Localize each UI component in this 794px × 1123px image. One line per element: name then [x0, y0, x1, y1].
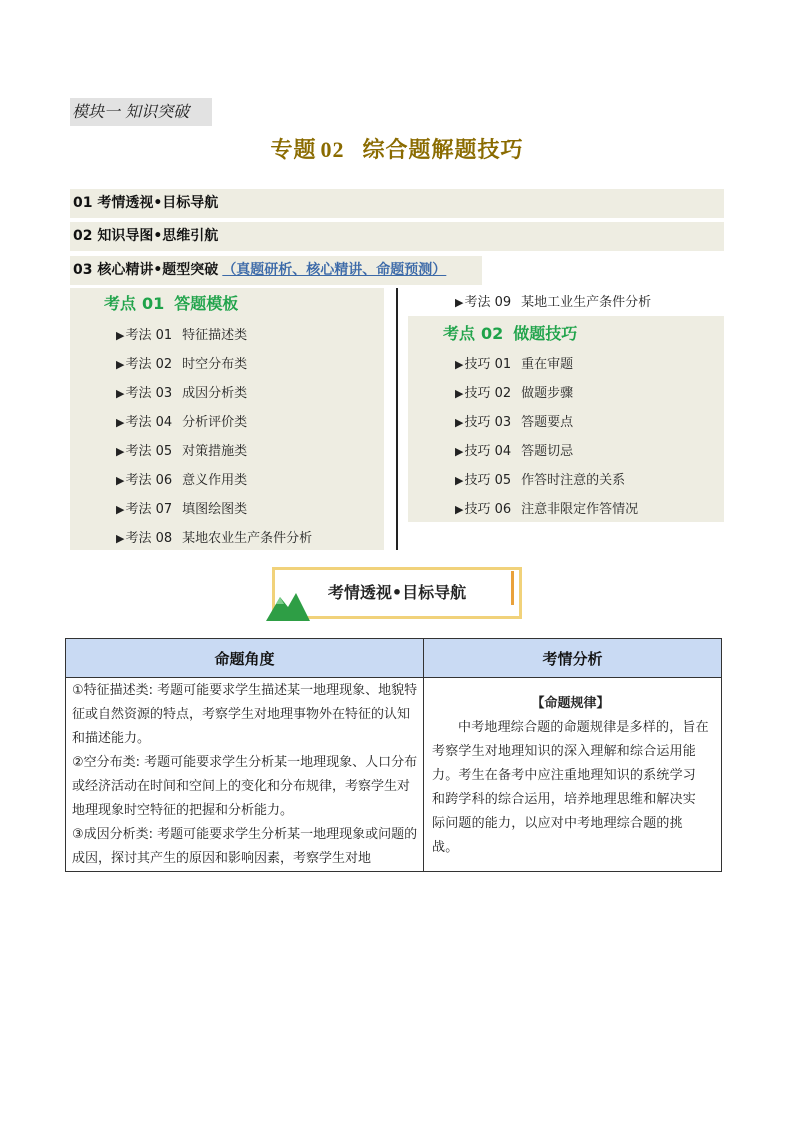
rule-title: 【命题规律】 [531, 696, 610, 711]
toc-label: 03 核心精讲•题型突破 [73, 262, 219, 278]
jiqiao-01[interactable] [455, 353, 573, 372]
angle-paragraph-2: ②空分布类: 考题可能要求学生分析某一地理现象、人口分布或经济活动在时间和空间上的变化和分布规律，考察学生对地理现象时空特征的把握和分析能力。 [72, 755, 418, 818]
item-text: 某地工业生产条件分析 [521, 295, 652, 310]
item-label: 考法 03 [125, 386, 173, 401]
arrow-right-icon: ▶ [455, 387, 464, 400]
arrow-right-icon: ▶ [455, 503, 464, 516]
header-analysis: 考情分析 [424, 639, 722, 678]
kaodian-01[interactable] [104, 291, 238, 314]
module-tag: 模块一 知识突破 [70, 98, 212, 126]
item-text: 某地农业生产条件分析 [182, 531, 313, 546]
kaofa-04[interactable] [116, 411, 247, 430]
item-label: 考法 04 [125, 415, 173, 430]
arrow-right-icon: ▶ [116, 416, 125, 429]
title-prefix: 专题 [270, 137, 317, 163]
item-text: 对策措施类 [182, 444, 248, 459]
arrow-right-icon: ▶ [455, 358, 464, 371]
jiqiao-03[interactable] [455, 411, 573, 430]
item-text: 成因分析类 [182, 386, 248, 401]
toc-item-2[interactable] [70, 222, 724, 251]
column-divider [396, 288, 398, 550]
kaofa-05[interactable] [116, 440, 247, 459]
angle-cell [66, 678, 424, 872]
item-label: 技巧 05 [464, 473, 512, 488]
kaofa-01[interactable] [116, 324, 247, 343]
item-label: 技巧 03 [464, 415, 512, 430]
banner-title: 考情透视•目标导航 [327, 583, 467, 602]
item-label: 考法 08 [125, 531, 173, 546]
item-text: 特征描述类 [182, 328, 248, 343]
kaodian-name: 答题模板 [174, 294, 239, 313]
jiqiao-06[interactable] [455, 498, 638, 517]
table-row [66, 678, 722, 872]
jiqiao-05[interactable] [455, 469, 625, 488]
angle-paragraph-1: ①特征描述类: 考题可能要求学生描述某一地理现象、地貌特征或自然资源的特点，考察学生对地理事物外在特征的认知和描述能力。 [72, 683, 418, 746]
kaofa-09[interactable] [455, 291, 651, 310]
kaodian-prefix: 考点 [104, 294, 137, 313]
kaodian-name: 做题技巧 [513, 324, 578, 343]
section-banner [272, 567, 522, 619]
item-label: 考法 09 [464, 295, 512, 310]
item-label: 考法 06 [125, 473, 173, 488]
page-title [0, 133, 794, 164]
arrow-right-icon: ▶ [455, 416, 464, 429]
arrow-right-icon: ▶ [116, 358, 125, 371]
item-label: 考法 07 [125, 502, 173, 517]
item-label: 考法 01 [125, 328, 173, 343]
kaodian-number: 02 [481, 324, 504, 343]
item-text: 答题切忌 [521, 444, 574, 459]
arrow-right-icon: ▶ [116, 532, 125, 545]
header-angle: 命题角度 [66, 639, 424, 678]
title-text: 综合题解题技巧 [362, 137, 524, 163]
item-text: 填图绘图类 [182, 502, 248, 517]
item-label: 技巧 02 [464, 386, 512, 401]
item-text: 注意非限定作答情况 [521, 502, 639, 517]
toc-label: 01 考情透视•目标导航 [73, 195, 219, 211]
item-text: 意义作用类 [182, 473, 248, 488]
angle-paragraph-3: ③成因分析类: 考题可能要求学生分析某一地理现象或问题的成因，探讨其产生的原因和影响因素，考察学生对地 [72, 827, 418, 866]
kaodian-02[interactable] [443, 321, 577, 344]
rule-text: 中考地理综合题的命题规律是多样的，旨在考察学生对地理知识的深入理解和综合运用能力。考生在备考中应注重地理知识的系统学习和跨学科的综合运用，培养地理思维和解决实际问题的能力，以应对中考地理综合题的挑战。 [432, 720, 709, 855]
jiqiao-04[interactable] [455, 440, 573, 459]
toc-item-3[interactable] [70, 256, 482, 285]
arrow-right-icon: ▶ [116, 474, 125, 487]
arrow-right-icon: ▶ [116, 329, 125, 342]
kaofa-02[interactable] [116, 353, 247, 372]
item-label: 考法 05 [125, 444, 173, 459]
kaofa-08[interactable] [116, 527, 312, 546]
kaofa-06[interactable] [116, 469, 247, 488]
item-label: 技巧 06 [464, 502, 512, 517]
arrow-right-icon: ▶ [116, 445, 125, 458]
arrow-right-icon: ▶ [116, 387, 125, 400]
kaofa-07[interactable] [116, 498, 247, 517]
item-text: 做题步骤 [521, 386, 574, 401]
arrow-right-icon: ▶ [455, 296, 464, 309]
arrow-right-icon: ▶ [116, 503, 125, 516]
kaodian-number: 01 [142, 294, 165, 313]
item-label: 技巧 01 [464, 357, 512, 372]
item-text: 答题要点 [521, 415, 574, 430]
analysis-cell [424, 678, 722, 872]
arrow-right-icon: ▶ [455, 445, 464, 458]
item-text: 重在审题 [521, 357, 574, 372]
jiqiao-02[interactable] [455, 382, 573, 401]
exam-analysis-table [65, 638, 722, 872]
title-number: 02 [320, 137, 345, 162]
item-label: 技巧 04 [464, 444, 512, 459]
kaofa-03[interactable] [116, 382, 247, 401]
toc-note-link[interactable]: （真题研析、核心精讲、命题预测） [222, 262, 447, 278]
toc-label: 02 知识导图•思维引航 [73, 228, 219, 244]
kaodian-prefix: 考点 [443, 324, 476, 343]
arrow-right-icon: ▶ [455, 474, 464, 487]
toc-item-1[interactable] [70, 189, 724, 218]
item-text: 分析评价类 [182, 415, 248, 430]
item-text: 时空分布类 [182, 357, 248, 372]
item-label: 考法 02 [125, 357, 173, 372]
item-text: 作答时注意的关系 [521, 473, 626, 488]
table-header-row [66, 639, 722, 678]
